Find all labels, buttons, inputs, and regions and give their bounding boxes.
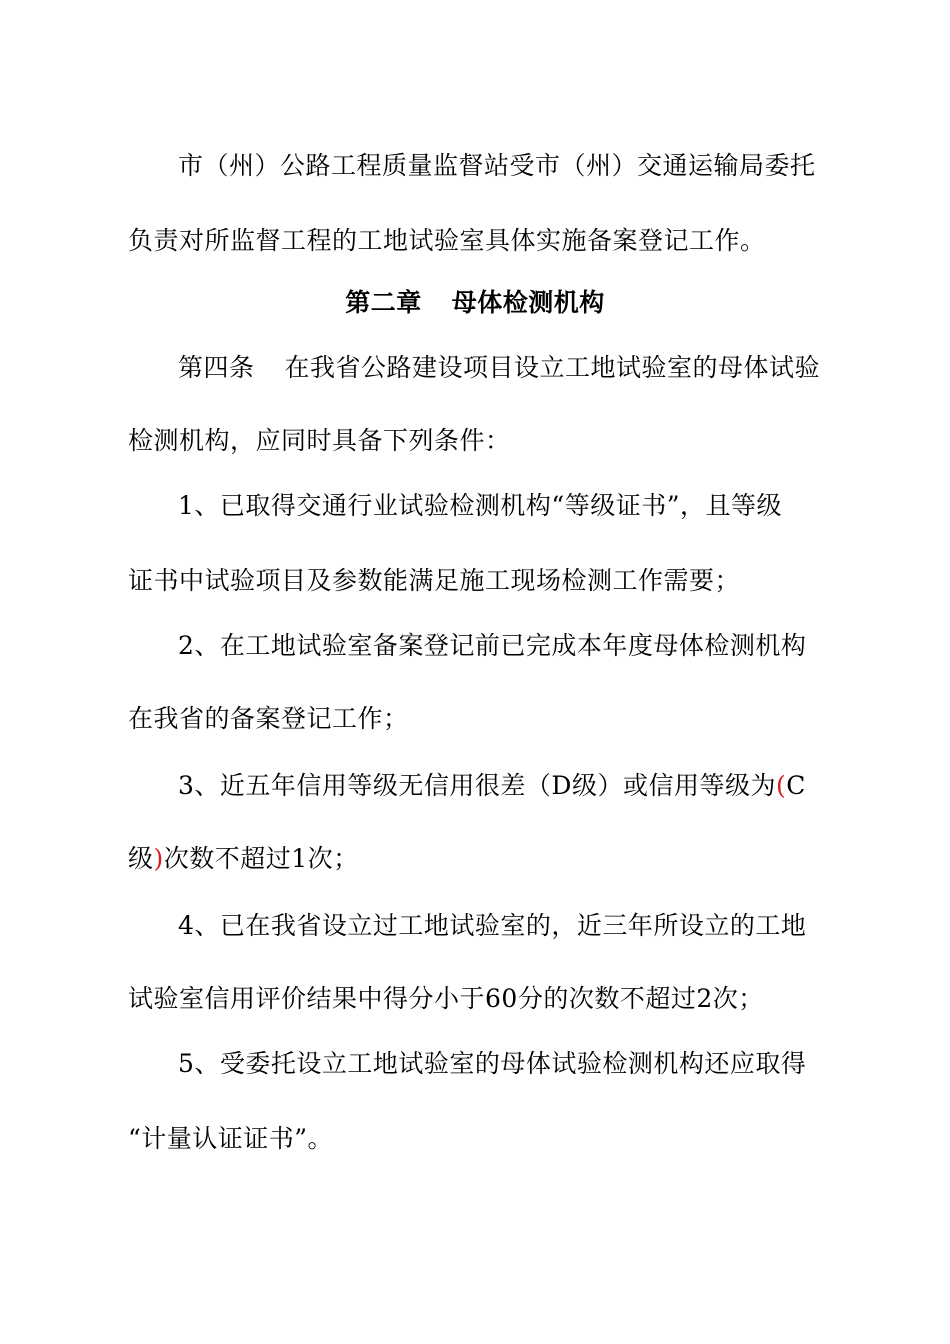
text: 检测机构，应同时具备下列条件： (128, 426, 511, 455)
text: “计量认证证书”。 (128, 1124, 334, 1153)
text: 负责对所监督工程的工地试验室具体实施备案登记工作。 (128, 226, 766, 255)
chapter-title: 母体检测机构 (451, 288, 605, 317)
paragraph-line (128, 425, 828, 457)
text: 证书中试验项目及参数能满足施工现场检测工作需要； (128, 566, 741, 595)
list-item (178, 770, 878, 802)
text: 3、近五年信用等级无信用很差（D级）或信用等级为 (178, 771, 776, 800)
paragraph-line (128, 703, 828, 735)
list-item (178, 630, 878, 662)
list-item (178, 490, 878, 522)
chapter-heading (0, 287, 950, 319)
text: 级 (128, 844, 154, 873)
text: 在我省的备案登记工作； (128, 704, 409, 733)
chapter-number: 第二章 (345, 288, 422, 317)
paragraph-line (128, 225, 828, 257)
paragraph-line (128, 983, 828, 1015)
paragraph-line (128, 843, 828, 875)
text: 1、已取得交通行业试验检测机构“等级证书”，且等级 (178, 491, 782, 520)
paragraph-line (128, 1123, 828, 1155)
paragraph-line (128, 565, 828, 597)
article-number: 第四条 (178, 353, 255, 382)
text: 2、在工地试验室备案登记前已完成本年度母体检测机构 (178, 631, 807, 660)
text: C (786, 771, 806, 800)
text: 试验室信用评价结果中得分小于60分的次数不超过2次； (128, 984, 764, 1013)
list-item (178, 1048, 878, 1080)
text: 5、受委托设立工地试验室的母体试验检测机构还应取得 (178, 1049, 807, 1078)
text: 4、已在我省设立过工地试验室的，近三年所设立的工地 (178, 911, 807, 940)
article-line (178, 352, 878, 384)
paragraph-line (178, 150, 878, 182)
red-paren-open: ( (775, 771, 787, 800)
red-paren-close: ) (153, 844, 164, 873)
text: 市（州）公路工程质量监督站受市（州）交通运输局委托 (178, 151, 816, 180)
text: 次数不超过1次； (163, 844, 359, 873)
list-item (178, 910, 878, 942)
text: 在我省公路建设项目设立工地试验室的母体试验 (284, 353, 821, 382)
